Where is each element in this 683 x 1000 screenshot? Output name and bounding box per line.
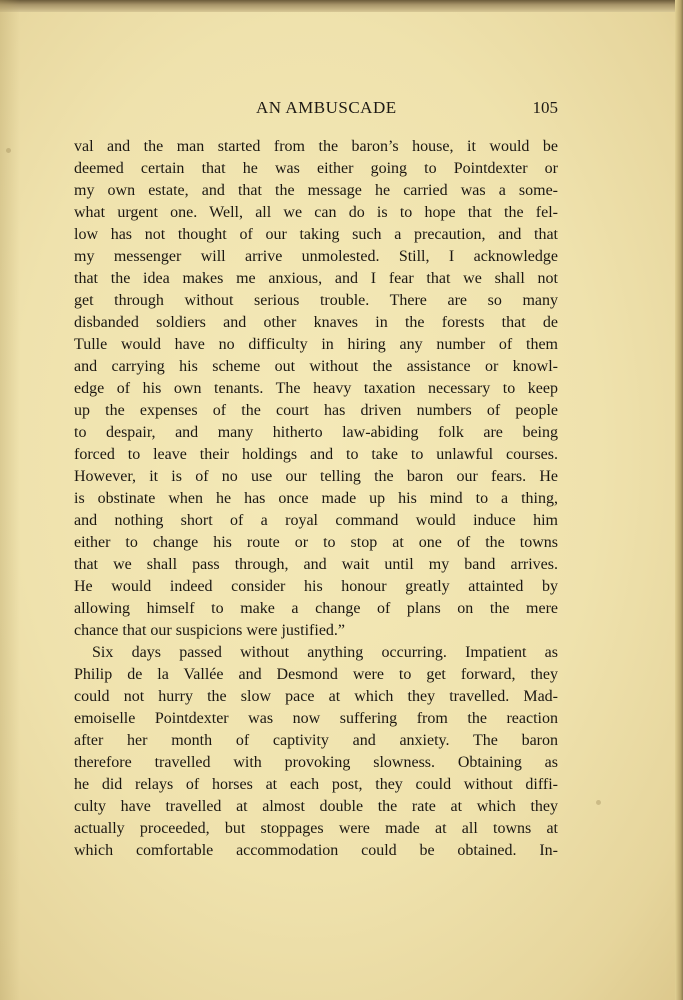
running-head [74,98,558,122]
text-line: that we shall pass through, and wait until my band arrives. [74,556,558,573]
text-line: emoiselle Pointdexter was now suffering from the reaction [74,710,558,727]
text-line: which comfortable accommodation could be obtained. In- [74,842,558,859]
text-line: val and the man started from the baron’s house, it would be [74,138,558,155]
text-line: that the idea makes me anxious, and I fear that we shall not [74,270,558,287]
text-line: is obstinate when he has once made up his mind to a thing, [74,490,558,507]
text-line: what urgent one. Well, all we can do is to hope that the fel- [74,204,558,221]
body-text [74,136,558,862]
text-line: could not hurry the slow pace at which they travelled. Mad- [74,688,558,705]
text-line: therefore travelled with provoking slowness. Obtaining as [74,754,558,771]
text-line: Tulle would have no difficulty in hiring any number of them [74,336,558,353]
running-head-title: AN AMBUSCADE [256,98,397,117]
text-line: allowing himself to make a change of plans on the mere [74,600,558,617]
text-line: culty have travelled at almost double the rate at which they [74,798,558,815]
text-line: Philip de la Vallée and Desmond were to get forward, they [74,666,558,683]
text-line: my own estate, and that the message he carried was a some- [74,182,558,199]
text-line: actually proceeded, but stoppages were made at all towns at [74,820,558,837]
text-line: disbanded soldiers and other knaves in the forests that de [74,314,558,331]
text-line: chance that our suspicions were justified.” [74,622,346,639]
text-line: get through without serious trouble. There are so many [74,292,558,309]
text-line: edge of his own tenants. The heavy taxation necessary to keep [74,380,558,397]
text-line: Six days passed without anything occurring. Impatient as [92,644,558,661]
text-line: deemed certain that he was either going to Pointdexter or [74,160,558,177]
page-top-edge [0,0,683,12]
text-line: He would indeed consider his honour greatly attainted by [74,578,558,595]
text-line: and carrying his scheme out without the assistance or knowl- [74,358,558,375]
text-line: forced to leave their holdings and to take to unlawful courses. [74,446,558,463]
page-right-edge [675,0,683,1000]
page-number: 105 [532,98,558,117]
paper-spot [6,148,11,153]
text-line: to despair, and many hitherto law-abiding folk are being [74,424,558,441]
text-line: my messenger will arrive unmolested. Still, I acknowledge [74,248,558,265]
text-line: low has not thought of our taking such a precaution, and that [74,226,558,243]
text-line: However, it is of no use our telling the baron our fears. He [74,468,558,485]
text-line: after her month of captivity and anxiety. The baron [74,732,558,749]
text-line: and nothing short of a royal command would induce him [74,512,558,529]
text-line: either to change his route or to stop at one of the towns [74,534,558,551]
text-line: up the expenses of the court has driven numbers of people [74,402,558,419]
paper-spot [596,800,601,805]
text-line: he did relays of horses at each post, they could without diffi- [74,776,558,793]
